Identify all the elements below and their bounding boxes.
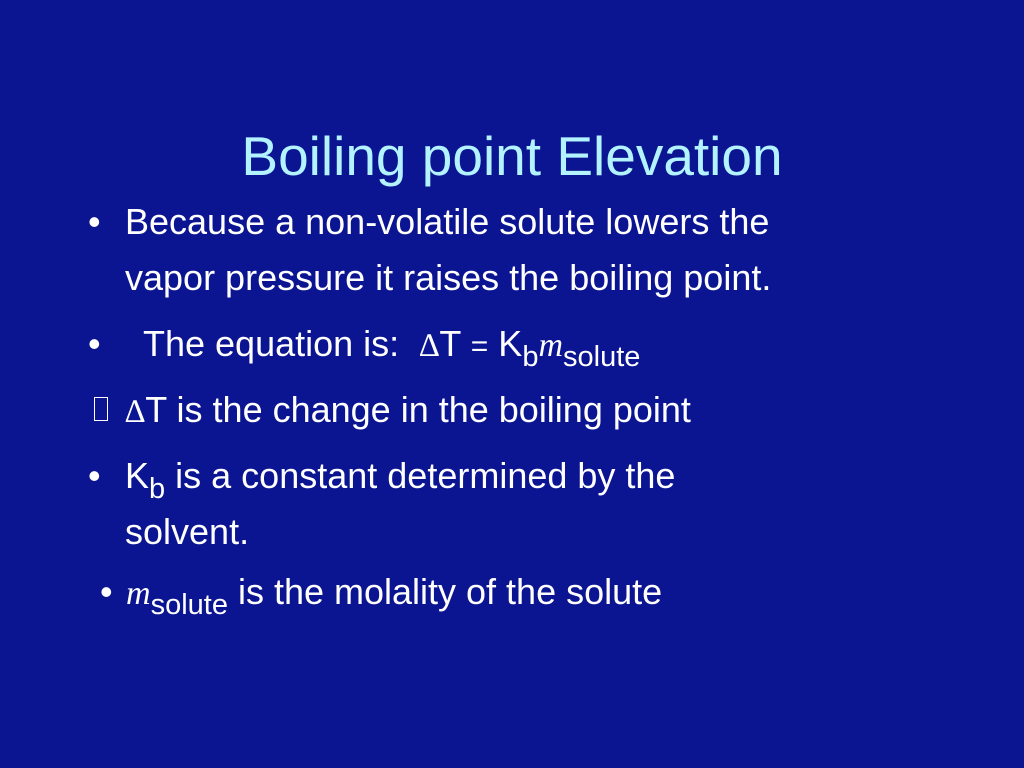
bullet-marker: • <box>100 571 113 612</box>
equation-line <box>143 318 640 373</box>
kb-subscript: b <box>149 473 166 505</box>
equation-m-subscript: solute <box>563 341 641 373</box>
delta-symbol: ∆ <box>419 328 440 364</box>
equation-k-subscript: b <box>522 341 539 373</box>
equation-prefix: The equation is: <box>143 323 400 364</box>
molality-subscript: solute <box>150 589 228 621</box>
slide-title: Boiling point Elevation <box>241 125 783 187</box>
molality-rest: is the molality of the solute <box>227 571 663 612</box>
bullet-1-line-2: vapor pressure it raises the boiling point. <box>125 257 772 298</box>
missing-glyph-box-icon <box>94 397 108 421</box>
molality-m: m <box>126 575 151 612</box>
molality-line <box>126 566 662 620</box>
equation-t: T <box>439 323 461 364</box>
bullet-marker: • <box>88 323 101 364</box>
equation-m: m <box>538 327 564 364</box>
equation-k: K <box>498 323 523 364</box>
delta-t-line <box>125 384 691 438</box>
equals-sign: = <box>470 330 489 363</box>
delta-symbol: ∆ <box>125 394 146 430</box>
kb-k: K <box>125 455 150 496</box>
delta-t-text: T is the change in the boiling point <box>145 389 691 430</box>
kb-line-2: solvent. <box>125 511 250 552</box>
kb-rest: is a constant determined by the <box>165 455 676 496</box>
bullet-1-line-1: Because a non-volatile solute lowers the <box>125 201 770 242</box>
kb-line-1 <box>125 450 676 505</box>
bullet-marker: • <box>88 201 101 242</box>
bullet-marker: • <box>88 455 101 496</box>
